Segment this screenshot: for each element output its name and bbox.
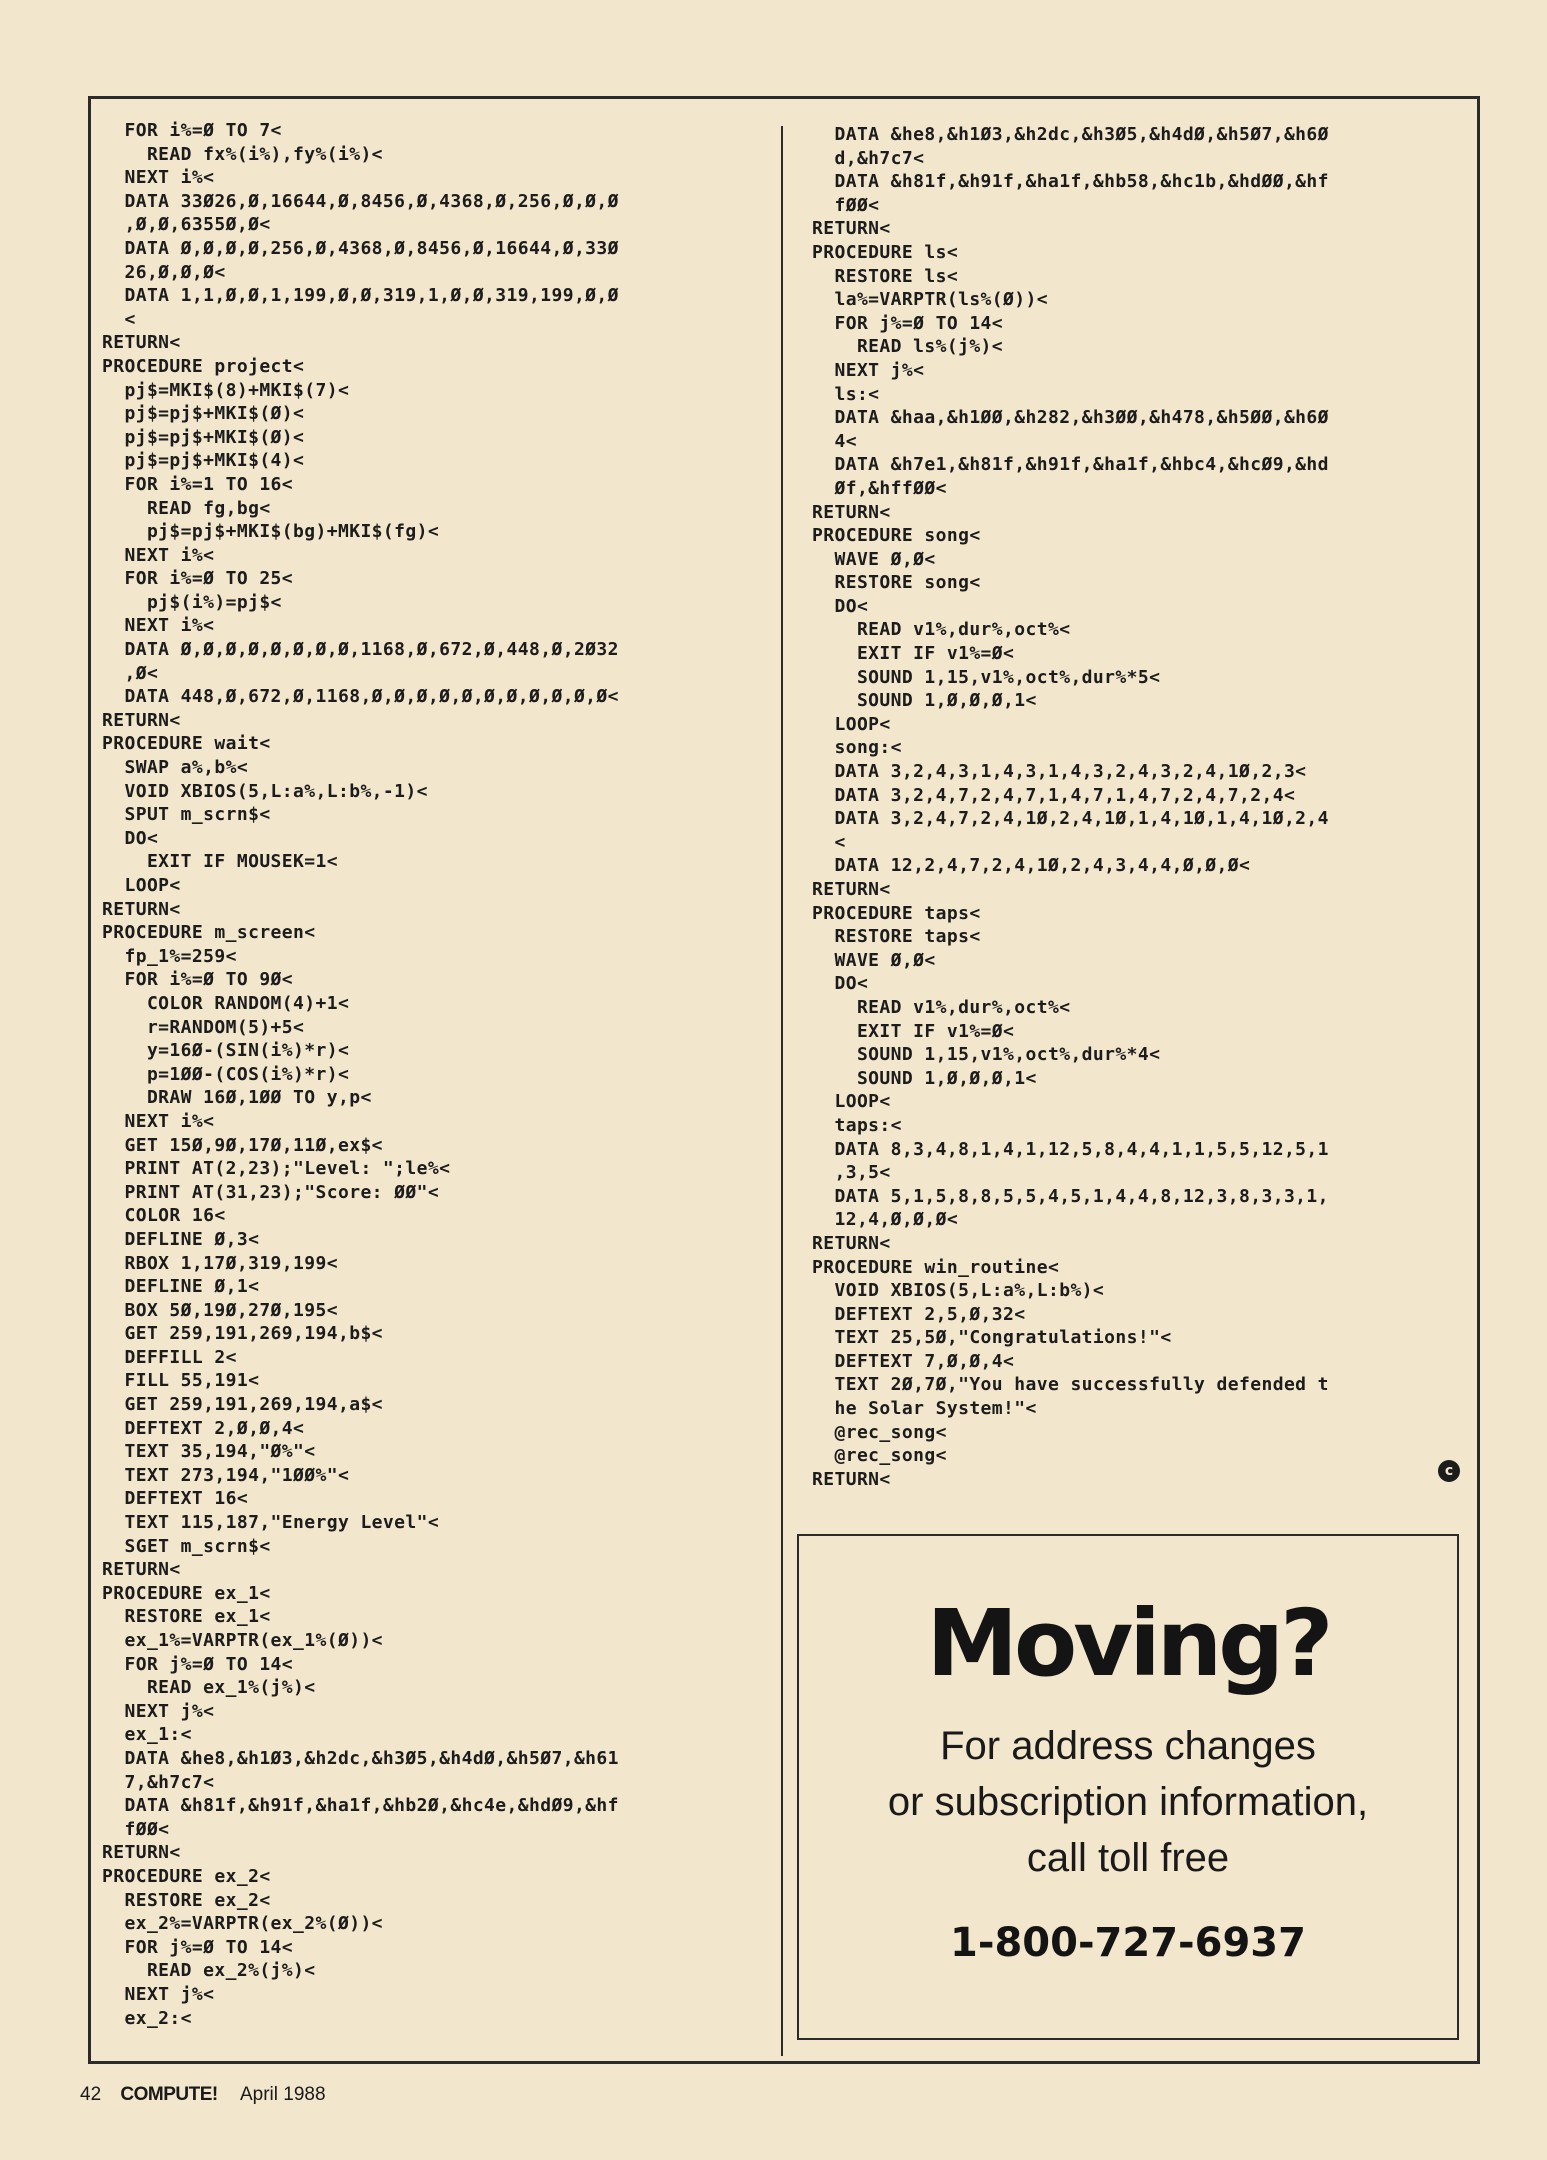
code-line: EXIT IF v1%=Ø<	[812, 643, 1015, 665]
code-line: RESTORE ex_2<	[102, 1889, 271, 1911]
code-line: PROCEDURE wait<	[102, 733, 271, 755]
code-line: EXIT IF MOUSEK=1<	[102, 851, 338, 873]
code-line: SWAP a%,b%<	[102, 757, 249, 779]
code-line: FOR j%=Ø TO 14<	[812, 312, 1004, 334]
code-line: DEFLINE Ø,3<	[102, 1228, 260, 1250]
code-line: COLOR RANDOM(4)+1<	[102, 992, 350, 1014]
code-line: DATA 448,Ø,672,Ø,1168,Ø,Ø,Ø,Ø,Ø,Ø,Ø,Ø,Ø,Ø,Ø<	[102, 686, 619, 708]
code-line: VOID XBIOS(5,L:a%,L:b%,-1)<	[102, 780, 428, 802]
code-line: RETURN<	[812, 1232, 891, 1254]
code-line: TEXT 25,5Ø,"Congratulations!"<	[812, 1327, 1172, 1349]
code-line: NEXT i%<	[102, 615, 215, 637]
code-line: BOX 5Ø,19Ø,27Ø,195<	[102, 1299, 338, 1321]
code-line: ex_2%=VARPTR(ex_2%(Ø))<	[102, 1913, 383, 1935]
code-line: NEXT i%<	[102, 544, 215, 566]
ad-body	[799, 1718, 1457, 1886]
code-line: READ fg,bg<	[102, 497, 271, 519]
code-line: Øf,&hffØØ<	[812, 477, 947, 499]
ad-body-line: or subscription information,	[887, 1780, 1369, 1824]
code-line: PROCEDURE ls<	[812, 241, 959, 263]
ad-phone-number: 1-800-727-6937	[950, 1920, 1306, 1966]
code-line: RESTORE ls<	[812, 265, 959, 287]
code-line: pj$=MKI$(8)+MKI$(7)<	[102, 379, 350, 401]
code-line: SOUND 1,15,v1%,oct%,dur%*5<	[812, 666, 1161, 688]
code-line: pj$=pj$+MKI$(4)<	[102, 450, 305, 472]
code-line: NEXT i%<	[102, 167, 215, 189]
code-line: fØØ<	[102, 1818, 170, 1840]
code-line: DATA &he8,&h1Ø3,&h2dc,&h3Ø5,&h4dØ,&h5Ø7,&h6Ø	[812, 124, 1329, 145]
code-line: PRINT AT(31,23);"Score: ØØ"<	[102, 1181, 440, 1203]
code-line: TEXT 273,194,"1ØØ%"<	[102, 1464, 350, 1486]
code-line: COLOR 16<	[102, 1205, 226, 1227]
code-line: FOR i%=Ø TO 7<	[102, 120, 282, 141]
code-line: RETURN<	[102, 709, 181, 731]
code-line: SOUND 1,Ø,Ø,Ø,1<	[812, 1067, 1037, 1089]
code-line: GET 15Ø,9Ø,17Ø,11Ø,ex$<	[102, 1134, 383, 1156]
code-line: EXIT IF v1%=Ø<	[812, 1020, 1015, 1042]
code-line: DEFTEXT 16<	[102, 1488, 249, 1510]
code-line: @rec_song<	[812, 1445, 947, 1467]
code-line: 26,Ø,Ø,Ø<	[102, 261, 226, 283]
code-line: DEFTEXT 2,5,Ø,32<	[812, 1303, 1026, 1325]
code-line: DATA Ø,Ø,Ø,Ø,256,Ø,4368,Ø,8456,Ø,16644,Ø,33Ø	[102, 237, 619, 259]
code-line: READ v1%,dur%,oct%<	[812, 619, 1071, 641]
code-line: SPUT m_scrn$<	[102, 804, 271, 826]
code-line: DATA 12,2,4,7,2,4,1Ø,2,4,3,4,4,Ø,Ø,Ø<	[812, 855, 1251, 877]
code-line: r=RANDOM(5)+5<	[102, 1016, 305, 1038]
ad-body-line: For address changes	[940, 1724, 1316, 1768]
code-line: RETURN<	[812, 1468, 891, 1490]
code-line: ,Ø<	[102, 662, 159, 684]
code-line: FOR i%=Ø TO 9Ø<	[102, 969, 294, 991]
code-line: RETURN<	[812, 501, 891, 523]
page-footer	[80, 2084, 326, 2106]
code-line: RESTORE ex_1<	[102, 1606, 271, 1628]
code-line: DATA 3,2,4,3,1,4,3,1,4,3,2,4,3,2,4,1Ø,2,3<	[812, 761, 1307, 783]
code-line: DATA 33Ø26,Ø,16644,Ø,8456,Ø,4368,Ø,256,Ø,Ø,Ø	[102, 190, 619, 212]
code-line: RESTORE song<	[812, 572, 981, 594]
code-line: DEFTEXT 7,Ø,Ø,4<	[812, 1350, 1015, 1372]
code-line: DATA 3,2,4,7,2,4,1Ø,2,4,1Ø,1,4,1Ø,1,4,1Ø,2,4	[812, 808, 1329, 830]
code-line: GET 259,191,269,194,a$<	[102, 1394, 383, 1416]
issue-date: April 1988	[239, 2084, 326, 2105]
code-line: TEXT 115,187,"Energy Level"<	[102, 1512, 440, 1534]
code-line: NEXT j%<	[812, 359, 925, 381]
code-line: song:<	[812, 737, 902, 759]
code-line: TEXT 2Ø,7Ø,"You have successfully defended t	[812, 1374, 1329, 1396]
code-line: PROCEDURE project<	[102, 355, 305, 377]
code-line: LOOP<	[812, 1091, 891, 1113]
code-line: PROCEDURE song<	[812, 525, 981, 547]
code-line: SOUND 1,Ø,Ø,Ø,1<	[812, 690, 1037, 712]
code-line: READ fx%(i%),fy%(i%)<	[102, 143, 383, 165]
code-line: READ v1%,dur%,oct%<	[812, 996, 1071, 1018]
code-line: DRAW 16Ø,1ØØ TO y,p<	[102, 1087, 372, 1109]
code-line: VOID XBIOS(5,L:a%,L:b%)<	[812, 1280, 1105, 1302]
code-line: TEXT 35,194,"Ø%"<	[102, 1441, 316, 1463]
code-line: DO<	[812, 973, 869, 995]
code-line: FOR i%=1 TO 16<	[102, 473, 294, 495]
code-line: FOR j%=Ø TO 14<	[102, 1653, 294, 1675]
code-line: PROCEDURE ex_2<	[102, 1865, 271, 1887]
code-listing-right-column	[812, 123, 1329, 1491]
code-line: PROCEDURE ex_1<	[102, 1582, 271, 1604]
code-line: DATA 8,3,4,8,1,4,1,12,5,8,4,4,1,1,5,5,12,5,1	[812, 1138, 1329, 1160]
code-line: SGET m_scrn$<	[102, 1535, 271, 1557]
code-line: RETURN<	[102, 1559, 181, 1581]
code-line: FILL 55,191<	[102, 1370, 260, 1392]
code-line: PROCEDURE win_routine<	[812, 1256, 1060, 1278]
code-line: WAVE Ø,Ø<	[812, 548, 936, 570]
code-line: ,3,5<	[812, 1162, 891, 1184]
ad-headline: Moving?	[926, 1590, 1330, 1697]
code-line: <	[102, 308, 136, 330]
column-divider	[781, 126, 783, 2056]
code-line: la%=VARPTR(ls%(Ø))<	[812, 289, 1048, 311]
code-line: ,Ø,Ø,6355Ø,Ø<	[102, 214, 271, 236]
code-line: p=1ØØ-(COS(i%)*r)<	[102, 1063, 350, 1085]
code-line: LOOP<	[102, 875, 181, 896]
code-line: RETURN<	[102, 332, 181, 354]
code-line: ex_2:<	[102, 2007, 192, 2029]
code-line: READ ex_1%(j%)<	[102, 1677, 316, 1699]
code-line: DATA &h7e1,&h81f,&h91f,&ha1f,&hbc4,&hcØ9,&hd	[812, 454, 1329, 476]
code-line: fp_1%=259<	[102, 945, 237, 967]
magazine-name: COMPUTE!	[120, 2084, 218, 2105]
code-line: NEXT i%<	[102, 1110, 215, 1132]
code-line: PROCEDURE m_screen<	[102, 922, 316, 944]
code-line: ls:<	[812, 383, 880, 405]
page-number: 42	[80, 2084, 102, 2105]
code-line: DATA &he8,&h1Ø3,&h2dc,&h3Ø5,&h4dØ,&h5Ø7,&h61	[102, 1747, 619, 1769]
code-line: @rec_song<	[812, 1421, 947, 1443]
code-line: pj$(i%)=pj$<	[102, 591, 282, 613]
code-line: DATA 3,2,4,7,2,4,7,1,4,7,1,4,7,2,4,7,2,4<	[812, 784, 1296, 806]
code-line: FOR j%=Ø TO 14<	[102, 1936, 294, 1958]
code-line: RETURN<	[102, 1842, 181, 1864]
code-line: RETURN<	[102, 898, 181, 920]
code-listing-left-column	[102, 119, 619, 2030]
code-line: ex_1:<	[102, 1724, 192, 1746]
code-line: PRINT AT(2,23);"Level: ";le%<	[102, 1158, 451, 1180]
code-line: DATA 5,1,5,8,8,5,5,4,5,1,4,4,8,12,3,8,3,3,1,	[812, 1185, 1329, 1207]
ad-body-line: call toll free	[1026, 1836, 1230, 1880]
code-line: DO<	[812, 595, 869, 617]
code-line: <	[812, 831, 846, 853]
code-line: RETURN<	[812, 879, 891, 900]
code-line: DATA &h81f,&h91f,&ha1f,&hb58,&hc1b,&hdØØ,&hf	[812, 171, 1329, 193]
code-line: SOUND 1,15,v1%,oct%,dur%*4<	[812, 1044, 1161, 1066]
code-line: y=16Ø-(SIN(i%)*r)<	[102, 1040, 350, 1062]
code-line: RETURN<	[812, 218, 891, 240]
code-line: DATA &haa,&h1ØØ,&h282,&h3ØØ,&h478,&h5ØØ,&h6Ø	[812, 407, 1329, 429]
code-line: RESTORE taps<	[812, 926, 981, 948]
code-line: LOOP<	[812, 713, 891, 735]
code-line: 12,4,Ø,Ø,Ø<	[812, 1209, 959, 1231]
code-line: FOR i%=Ø TO 25<	[102, 568, 294, 590]
code-line: WAVE Ø,Ø<	[812, 949, 936, 971]
code-line: READ ex_2%(j%)<	[102, 1960, 316, 1982]
code-line: 4<	[812, 430, 857, 452]
code-line: DO<	[102, 827, 159, 849]
copyright-icon: c	[1438, 1460, 1460, 1482]
code-line: taps:<	[812, 1114, 902, 1136]
code-line: pj$=pj$+MKI$(Ø)<	[102, 426, 305, 448]
code-line: pj$=pj$+MKI$(bg)+MKI$(fg)<	[102, 521, 440, 543]
code-line: fØØ<	[812, 194, 880, 216]
moving-ad-box	[797, 1534, 1459, 2040]
code-line: DATA 1,1,Ø,Ø,1,199,Ø,Ø,319,1,Ø,Ø,319,199,Ø,Ø	[102, 285, 619, 307]
code-line: NEXT j%<	[102, 1983, 215, 2005]
code-line: NEXT j%<	[102, 1700, 215, 1722]
code-line: RBOX 1,17Ø,319,199<	[102, 1252, 338, 1274]
code-line: DEFTEXT 2,Ø,Ø,4<	[102, 1417, 305, 1439]
code-line: DATA &h81f,&h91f,&ha1f,&hb2Ø,&hc4e,&hdØ9,&hf	[102, 1795, 619, 1817]
code-line: GET 259,191,269,194,b$<	[102, 1323, 383, 1345]
code-line: he Solar System!"<	[812, 1398, 1037, 1420]
code-line: 7,&h7c7<	[102, 1771, 215, 1793]
code-line: d,&h7c7<	[812, 147, 925, 169]
code-line: ex_1%=VARPTR(ex_1%(Ø))<	[102, 1630, 383, 1651]
code-line: READ ls%(j%)<	[812, 336, 1004, 358]
code-line: PROCEDURE taps<	[812, 902, 981, 924]
code-line: DEFLINE Ø,1<	[102, 1276, 260, 1298]
code-line: pj$=pj$+MKI$(Ø)<	[102, 403, 305, 425]
code-line: DEFFILL 2<	[102, 1346, 237, 1368]
code-line: DATA Ø,Ø,Ø,Ø,Ø,Ø,Ø,Ø,1168,Ø,672,Ø,448,Ø,2Ø32	[102, 639, 619, 661]
